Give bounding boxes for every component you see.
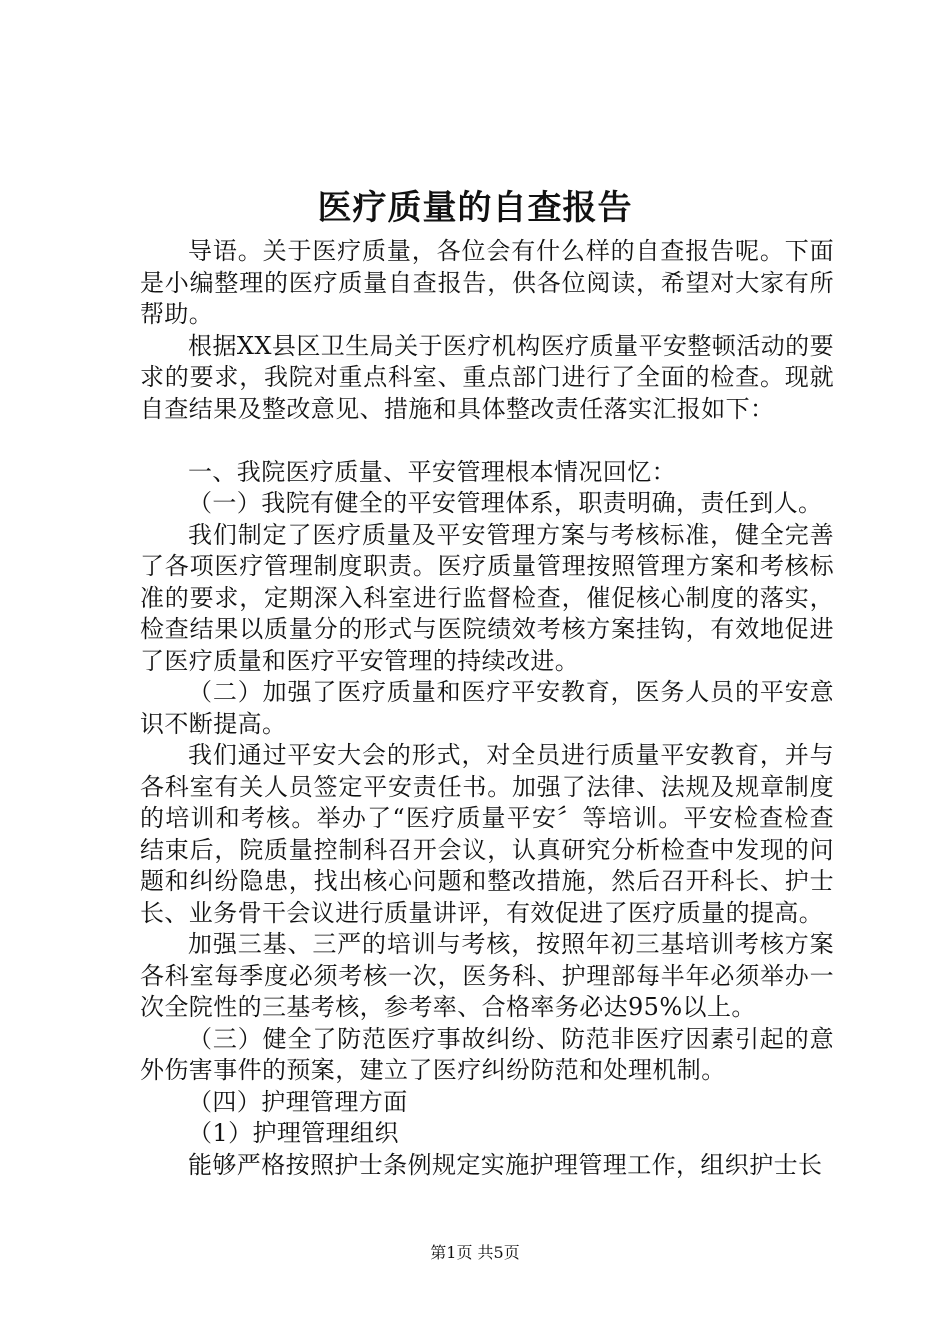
subsection-heading-1: （一）我院有健全的平安管理体系，职责明确，责任到人。: [188, 489, 823, 517]
subsection-heading-2: （二）加强了医疗质量和医疗平安教育，医务人员的平安意识不断提高。: [140, 678, 834, 738]
body-paragraph: 加强三基、三严的培训与考核，按照年初三基培训考核方案各科室每季度必须考核一次，医务科、护理部每半年必须举办一次全院性的三基考核，参考率、合格率务必达95%以上。: [140, 930, 834, 1021]
intro-paragraph: 导语。关于医疗质量，各位会有什么样的自查报告呢。下面是小编整理的医疗质量自查报告，供各位阅读，希望对大家有所帮助。: [140, 237, 834, 328]
body-paragraph: 我们通过平安大会的形式，对全员进行质量平安教育，并与各科室有关人员签定平安责任书。加强了法律、法规及规章制度的培训和考核。举办了“医疗质量平安〞等培训。平安检查检查结束后，院质量控制科召开会议，认真研究分析检查中发现的问题和纠纷隐患，找出核心问题和整改措施，然后召开科长、护士长、业务骨干会议进行质量讲评，有效促进了医疗质量的提高。: [140, 741, 834, 927]
subsection-heading-4: （四）护理管理方面: [188, 1087, 408, 1116]
sub-item-heading-1: （1）护理管理组织: [188, 1119, 399, 1147]
paragraph-spacer: [140, 425, 834, 457]
document-title: 医疗质量的自查报告: [317, 188, 633, 228]
section-heading-1: 一、我院医疗质量、平安管理根本情况回忆：: [188, 457, 676, 486]
page-footer: 第1页 共5页: [430, 1243, 520, 1262]
background-paragraph: 根据XX县区卫生局关于医疗机构医疗质量平安整顿活动的要求的要求，我院对重点科室、重点部门进行了全面的检查。现就自查结果及整改意见、措施和具体整改责任落实汇报如下：: [140, 331, 834, 423]
subsection-heading-3: （三）健全了防范医疗事故纠纷、防范非医疗因素引起的意外伤害事件的预案，建立了医疗纠纷防范和处理机制。: [140, 1024, 834, 1084]
body-paragraph: 我们制定了医疗质量及平安管理方案与考核标准，健全完善了各项医疗管理制度职责。医疗质量管理按照管理方案和考核标准的要求，定期深入科室进行监督检查，催促核心制度的落实，检查结果以质量分的形式与医院绩效考核方案挂钩，有效地促进了医疗质量和医疗平安管理的持续改进。: [140, 520, 834, 675]
body-paragraph: 能够严格按照护士条例规定实施护理管理工作，组织护士长: [188, 1150, 823, 1179]
document-body: [140, 236, 834, 1181]
